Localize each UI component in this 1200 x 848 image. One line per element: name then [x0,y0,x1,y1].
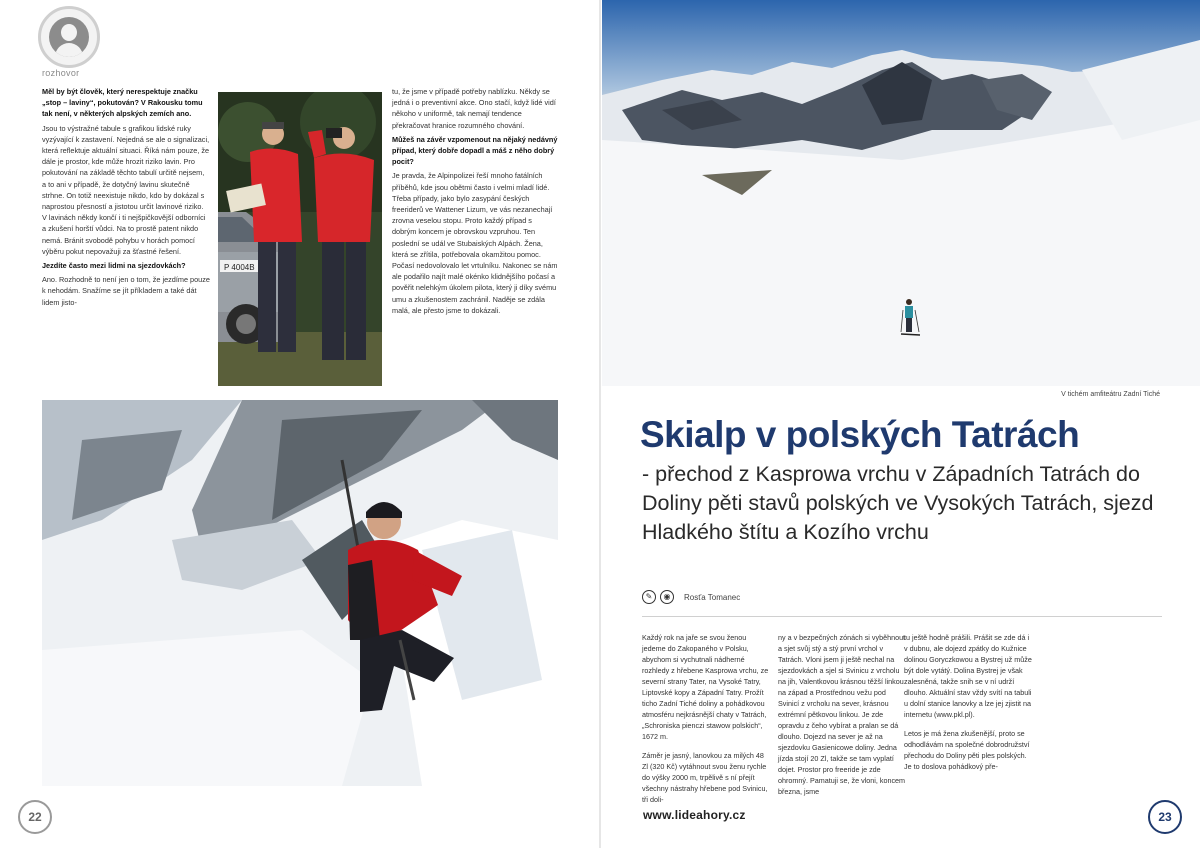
article-paragraph: Letos je má žena zkušenější, proto se odhodlávám na společné dobrodružství přechodu do Doliny pěti ples polských. Je to doslova pohádkový pře- [904,729,1030,771]
author-byline [642,590,740,604]
tatra-valley-photo [602,0,1200,386]
profile-silhouette-icon [49,17,89,57]
article-column-3 [904,632,1032,780]
license-plate: P 4004B [224,263,255,272]
rescuers-photo [218,92,382,386]
snow-pit-photo [42,400,558,786]
article-column-1 [642,632,770,813]
interview-question: Jezdíte často mezi lidmi na sjezdovkách? [42,261,186,271]
interview-answer: Je pravda, že Alpinpolizei řeší mnoho fatálních příběhů, kde jsou obětmi často i velmi mladí lidé. Třeba případy, jako bylo zasypání českých freeriderů ve Wattener Lizum, ve vás nezanechají zrovna veselou stopu. Proto každý případ s dobrým koncem je obrovskou vzpruhou. Ten poslední se udál ve Stubaiských Alpách. Žena, která se zřítila, potřebovala okamžitou pomoc. Počasí nedovolovalo let vrtulníku. Nakonec se nám ale podařilo najít malé okénko klidnějšího počasí a pověřit nelehkým úkolem pilota, který ji díky svému umu a zkušenostem zachránil. Naděje se zdála malá, ale přesto jsme to dokázali. [392,171,558,315]
interview-question: Měl by být člověk, který nerespektuje značku „stop – laviny“, pokutován? V Rakousku tomu tak není, v některých alpských zemích ano. [42,87,203,119]
page-number-right: 23 [1148,800,1182,834]
magazine-logo [38,6,100,68]
photo-caption: V tichém amfiteátru Zadní Tiché [1061,391,1160,398]
website-link[interactable]: www.lideahory.cz [643,808,746,822]
interview-answer: Ano. Rozhodně to není jen o tom, že jezdíme pouze k nehodám. Snažíme se jít příkladem a také dát lidem jisto- [42,275,210,307]
interview-answer: tu, že jsme v případě potřeby nablízku. Někdy se jedná i o preventivní akce. Ono stačí, když lidé vidí někoho v uniformě, tak nemají tendence překračovat hranice rozumného chování. [392,87,556,130]
page-number-left: 22 [18,800,52,834]
article-column-2 [778,632,906,805]
interview-column-1 [42,86,210,311]
interview-answer: Jsou to výstražné tabule s grafikou lidské ruky vyzývající k zastavení. Nejedná se ale o signalizaci, která reflektuje aktuální situaci. Říká nám pouze, že dále je prostor, kde může hrozit riziko lavin. Pro pokutování na základě těchto tabulí určitě nejsem, a to ani v případě, že dotyčný lavinu skutečně strhne. On totiž neexistuje nikdo, kdo by dokázal s naprostou přesností a jistotou určit lavinové riziko. V lavinách někdy končí i ti nejšpičkovější odborníci a zkušení horští vůdci. Na to prostě patent nikdo nemá. Bránit svobodě pohybu v horách pomocí výběru pokut nepovažuji za šťastné řešení. [42,123,210,256]
byline-divider [642,616,1162,617]
author-name: Rosťa Tomanec [684,592,741,602]
article-paragraph: tu ještě hodně prášili. Prášit se zde dá i v dubnu, ale dojezd zpátky do Kužnice dolinou Goryczkowou a Bystrej už může být dole vytátý. Dolina Bystrej je však zalesněná, takže snih se v ní udrží dlouho. Aktuální stav vždy svítí na tabuli u dolní stanice lanovky a lze jej zjistit na internetu (www.pkl.pl). [904,633,1032,719]
article-paragraph: Každý rok na jaře se svou ženou jedeme do Zakopaného v Polsku, abychom si vychutnali nádherné rozhledy z hřebene Kasprowa vrchu, ze severní strany Tater, na Vysoké Tatry, Liptovské kopy a Západní Tatry. Prožít ticho Zadní Tiché doliny a pohádkovou atmosféru nejkrásnější chaty v Tatrách, „Schroniska pienczi stawow polskich“, 1672 m. [642,633,769,741]
section-label: rozhovor [42,68,80,78]
pen-icon: ✎ [642,590,656,604]
camera-icon: ◉ [660,590,674,604]
article-paragraph: ny a v bezpečných zónách si vyběhnout a sjet svůj stý a stý první vrchol v Tatrách. Vloni jsem ji ještě nechal na sjezdovkách a sjel si Svinicu z vrcholu na jih, Valentkovou krásnou těžší linkou na západ a Prostřednou vežu pod Svinicí z vrcholu na sever, krásnou extrémní pětkovou linkou. Je zde opravdu z čeho vybírat a pralan se dá dlouho. Dojezd na sever je až na sjezdovku Gasienicowe doliny. Jedna jízda stojí 20 Zl, takže se tam vyplatí dojet. Prostor pro freeride je zde ohromný. Pamatuji se, že vloni, koncem března, jsme [778,633,906,796]
interview-column-2 [392,86,558,319]
spread-divider [599,0,601,848]
article-paragraph: Záměr je jasný, lanovkou za milých 48 Zl (320 Kč) vytáhnout svou ženu rychle do výšky 2000 m, trpělivě s ní přejít všechny nástrahy hřebene pod Svinicu, tři doli- [642,751,768,804]
article-title: Skialp v polských Tatrách [640,414,1080,455]
article-subtitle: - přechod z Kasprowa vrchu v Západních Tatrách do Doliny pěti stavů polských ve Vysokých Tatrách, sjezd Hladkého štítu a Kozího vrchu [642,462,1154,544]
interview-question: Můžeš na závěr vzpomenout na nějaký nedávný případ, který dobře dopadl a máš z něho dobrý pocit? [392,134,558,167]
